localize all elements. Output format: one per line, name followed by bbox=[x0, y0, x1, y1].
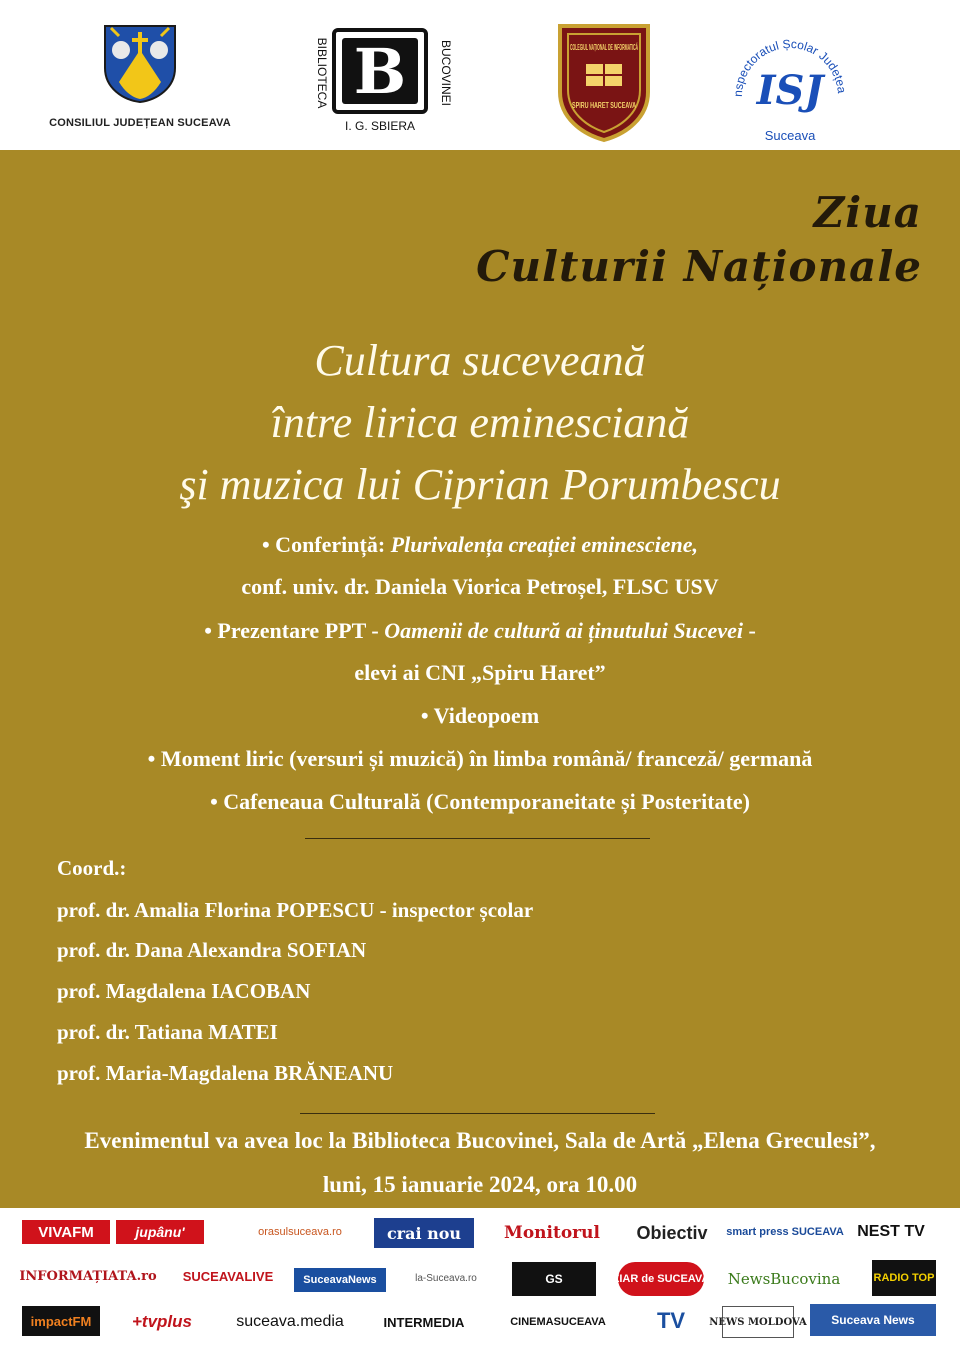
council-label: CONSILIUL JUDEȚEAN SUCEAVA bbox=[49, 117, 231, 129]
school-shield-icon bbox=[556, 22, 652, 142]
program-item-cafe: • Cafeneaua Culturală (Contemporaneitate și Posteritate) bbox=[210, 789, 750, 814]
sponsor-logo: smart press SUCEAVA bbox=[726, 1226, 844, 1238]
library-mark: B bbox=[353, 35, 407, 108]
poster-panel bbox=[0, 150, 960, 1208]
coordinator-item: prof. dr. Tatiana MATEI bbox=[57, 1020, 278, 1044]
sponsor-logo: Suceava News bbox=[810, 1304, 936, 1336]
sponsor-logo: NewsBucovina bbox=[727, 1270, 841, 1288]
library-label-left: BIBLIOTECA bbox=[315, 37, 329, 109]
program-item-videopoem: • Videopoem bbox=[420, 703, 540, 728]
sponsor-logo: Monitorul bbox=[504, 1223, 600, 1243]
subtitle-line-2: între lirica eminesciană bbox=[270, 398, 690, 447]
title-line-2: Culturii Naționale bbox=[476, 242, 922, 291]
subtitle-line-3: şi muzica lui Ciprian Porumbescu bbox=[179, 460, 781, 509]
isj-emblem-icon bbox=[720, 18, 860, 148]
sponsor-logo: NEWS MOLDOVA bbox=[722, 1306, 794, 1338]
ppt-dash: - bbox=[742, 618, 756, 643]
sponsor-logo: ZIAR de SUCEAVA bbox=[618, 1262, 704, 1296]
divider-top bbox=[305, 838, 650, 839]
library-logo bbox=[300, 18, 460, 138]
ppt-title: Oamenii de cultură ai ținutului Sucevei bbox=[384, 618, 743, 643]
conference-title: Plurivalența creației eminesciene, bbox=[390, 532, 699, 557]
sponsor-logo: TV bbox=[656, 1308, 686, 1333]
sponsor-logo: Obiectiv bbox=[636, 1222, 708, 1243]
sponsor-logo: INFORMAȚIATA.ro bbox=[19, 1268, 157, 1284]
sponsor-logo: impactFM bbox=[22, 1306, 100, 1336]
header-logos bbox=[0, 0, 960, 150]
sponsor-logo: VIVAFM bbox=[22, 1220, 110, 1244]
isj-logo bbox=[720, 18, 860, 148]
sponsor-logo: CINEMASUCEAVA bbox=[510, 1316, 606, 1328]
program-item-conference bbox=[0, 532, 960, 558]
isj-arc-label: nspectoratul Școlar Județea bbox=[730, 36, 849, 98]
sponsor-logo: crai nou bbox=[374, 1218, 474, 1248]
school-label-top: COLEGIUL NAȚIONAL DE INFORMATICĂ bbox=[570, 43, 639, 52]
school-logo bbox=[556, 22, 652, 142]
program-item-ppt bbox=[0, 618, 960, 644]
coordinator-item: prof. dr. Dana Alexandra SOFIAN bbox=[57, 938, 367, 962]
library-emblem-icon bbox=[300, 18, 460, 138]
title-line-1: Ziua bbox=[813, 188, 922, 237]
coordinator-item: prof. Maria-Magdalena BRĂNEANU bbox=[57, 1061, 394, 1085]
coordinator-item: prof. dr. Amalia Florina POPESCU - inspector școlar bbox=[57, 898, 534, 922]
sponsor-logo: la-Suceava.ro bbox=[415, 1272, 477, 1284]
event-date: luni, 15 ianuarie 2024, ora 10.00 bbox=[322, 1172, 638, 1197]
ppt-presenters: elevi ai CNI „Spiru Haret” bbox=[354, 660, 606, 685]
school-label-bottom: SPIRU HARET SUCEAVA bbox=[572, 101, 637, 110]
ppt-label: • Prezentare PPT - bbox=[204, 618, 379, 643]
sponsor-logo: GS bbox=[512, 1262, 596, 1296]
sponsor-logo: INTERMEDIA bbox=[383, 1314, 465, 1330]
sponsor-logo: jupânu' bbox=[116, 1220, 204, 1244]
conference-label: • Conferință: bbox=[261, 532, 386, 557]
sponsor-logo: SUCEAVALIVE bbox=[182, 1268, 274, 1284]
sponsor-logo: orasulsuceava.ro bbox=[258, 1226, 342, 1238]
isj-initials: ISJ bbox=[756, 67, 824, 114]
conference-speaker: conf. univ. dr. Daniela Viorica Petroșel, FLSC USV bbox=[241, 574, 719, 599]
sponsor-logo: RADIO TOP bbox=[872, 1260, 936, 1296]
isj-city: Suceava bbox=[764, 128, 816, 143]
sponsor-logo: suceava.media bbox=[236, 1313, 344, 1330]
event-venue: Evenimentul va avea loc la Biblioteca Bucovinei, Sala de Artă „Elena Greculesi”, bbox=[84, 1128, 876, 1153]
council-logo bbox=[40, 22, 240, 129]
library-label-right: BUCOVINEI bbox=[439, 39, 453, 107]
coordinators-heading: Coord.: bbox=[57, 856, 127, 880]
library-label-bottom: I. G. SBIERA bbox=[344, 119, 416, 133]
subtitle-line-1: Cultura suceveană bbox=[314, 336, 646, 385]
sponsor-logo: NEST TV bbox=[857, 1223, 925, 1240]
coordinator-item: prof. Magdalena IACOBAN bbox=[57, 979, 311, 1003]
sponsor-logo: SuceavaNews bbox=[294, 1268, 386, 1292]
media-partners bbox=[0, 1208, 960, 1350]
coat-of-arms-icon bbox=[101, 22, 179, 104]
sponsor-logo: +tvplus bbox=[132, 1312, 192, 1331]
program-item-lyric-moment: • Moment liric (versuri și muzică) în limba română/ franceză/ germană bbox=[147, 746, 813, 771]
divider-bottom bbox=[300, 1113, 655, 1114]
